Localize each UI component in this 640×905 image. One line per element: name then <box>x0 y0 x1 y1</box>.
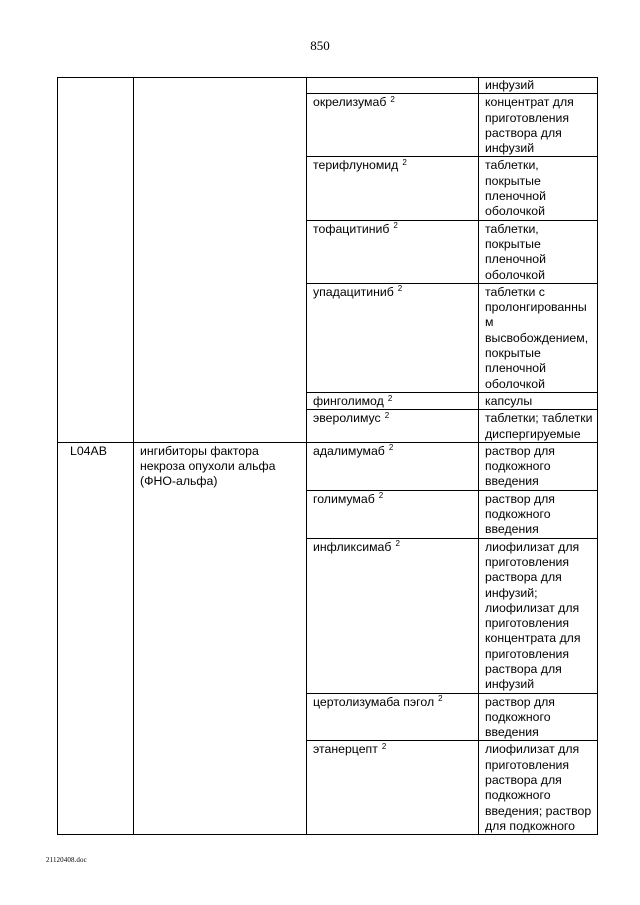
medicines-table <box>57 77 598 835</box>
footnote-marker: 2 <box>395 539 400 549</box>
drug-name-cell <box>307 538 479 693</box>
drug-name-cell <box>307 157 479 220</box>
drug-name: цертолизумаба пэгол <box>313 694 435 709</box>
atc-code-cell: L04AB <box>58 442 134 834</box>
dosage-form-cell: раствор для подкожного введения <box>479 490 598 538</box>
drug-name: финголимод <box>313 393 384 408</box>
footnote-marker: 2 <box>384 410 390 420</box>
footnote-marker: 2 <box>402 158 407 168</box>
drug-name: адалимумаб <box>313 443 385 458</box>
drug-name: голимумаб <box>313 491 375 506</box>
drug-name: инфликсимаб <box>313 539 392 554</box>
dosage-form-cell: лиофилизат для приготовления раствора для подкожного введения; раствор для подкожного <box>479 741 598 835</box>
drug-name-cell <box>307 410 479 443</box>
drug-name-cell <box>307 442 479 490</box>
dosage-form-cell: таблетки, покрытые пленочной оболочкой <box>479 157 598 220</box>
group-name-cell <box>134 78 307 443</box>
dosage-form-cell: капсулы <box>479 392 598 409</box>
footnote-marker: 2 <box>393 221 398 231</box>
dosage-form-cell: таблетки; таблетки диспергируемые <box>479 410 598 443</box>
drug-name: тофацитиниб <box>313 221 390 236</box>
drug-name-cell <box>307 283 479 392</box>
atc-code-cell <box>58 78 134 443</box>
dosage-form-cell: концентрат для приготовления раствора для инфузий <box>479 94 598 157</box>
dosage-form-cell: раствор для подкожного введения <box>479 693 598 741</box>
footnote-marker: 2 <box>397 284 403 294</box>
drug-name: этанерцепт <box>313 742 378 757</box>
drug-name: терифлуномид <box>313 158 399 173</box>
table-row <box>58 442 598 490</box>
drug-name-cell <box>307 94 479 157</box>
drug-name: упадацитиниб <box>313 284 394 299</box>
drug-name: окрелизумаб <box>313 95 387 110</box>
drug-name-cell <box>307 78 479 94</box>
page-number: 850 <box>310 38 330 53</box>
footnote-marker: 2 <box>381 742 387 752</box>
drug-name-cell <box>307 392 479 409</box>
footnote-marker: 2 <box>438 694 443 704</box>
footnote-marker: 2 <box>390 94 395 104</box>
drug-name-cell <box>307 693 479 741</box>
footnote-marker: 2 <box>388 443 394 453</box>
footnote-marker: 2 <box>387 393 393 403</box>
dosage-form-cell: раствор для подкожного введения <box>479 442 598 490</box>
dosage-form-cell: таблетки с пролонгированны м высвобождением, покрытые пленочной оболочкой <box>479 283 598 392</box>
document-footer: 21120408.doc <box>46 856 87 864</box>
group-name-cell: ингибиторы фактора некроза опухоли альфа (ФНО-альфа) <box>134 442 307 834</box>
drug-name-cell <box>307 220 479 283</box>
dosage-form-cell: инфузий <box>479 78 598 94</box>
footnote-marker: 2 <box>378 491 384 501</box>
dosage-form-cell: таблетки, покрытые пленочной оболочкой <box>479 220 598 283</box>
table-row <box>58 78 598 94</box>
drug-name: эверолимус <box>313 411 381 426</box>
drug-name-cell <box>307 741 479 835</box>
drug-name-cell <box>307 490 479 538</box>
dosage-form-cell: лиофилизат для приготовления раствора для инфузий; лиофилизат для приготовления концентрата для приготовления раствора для инфузий <box>479 538 598 693</box>
